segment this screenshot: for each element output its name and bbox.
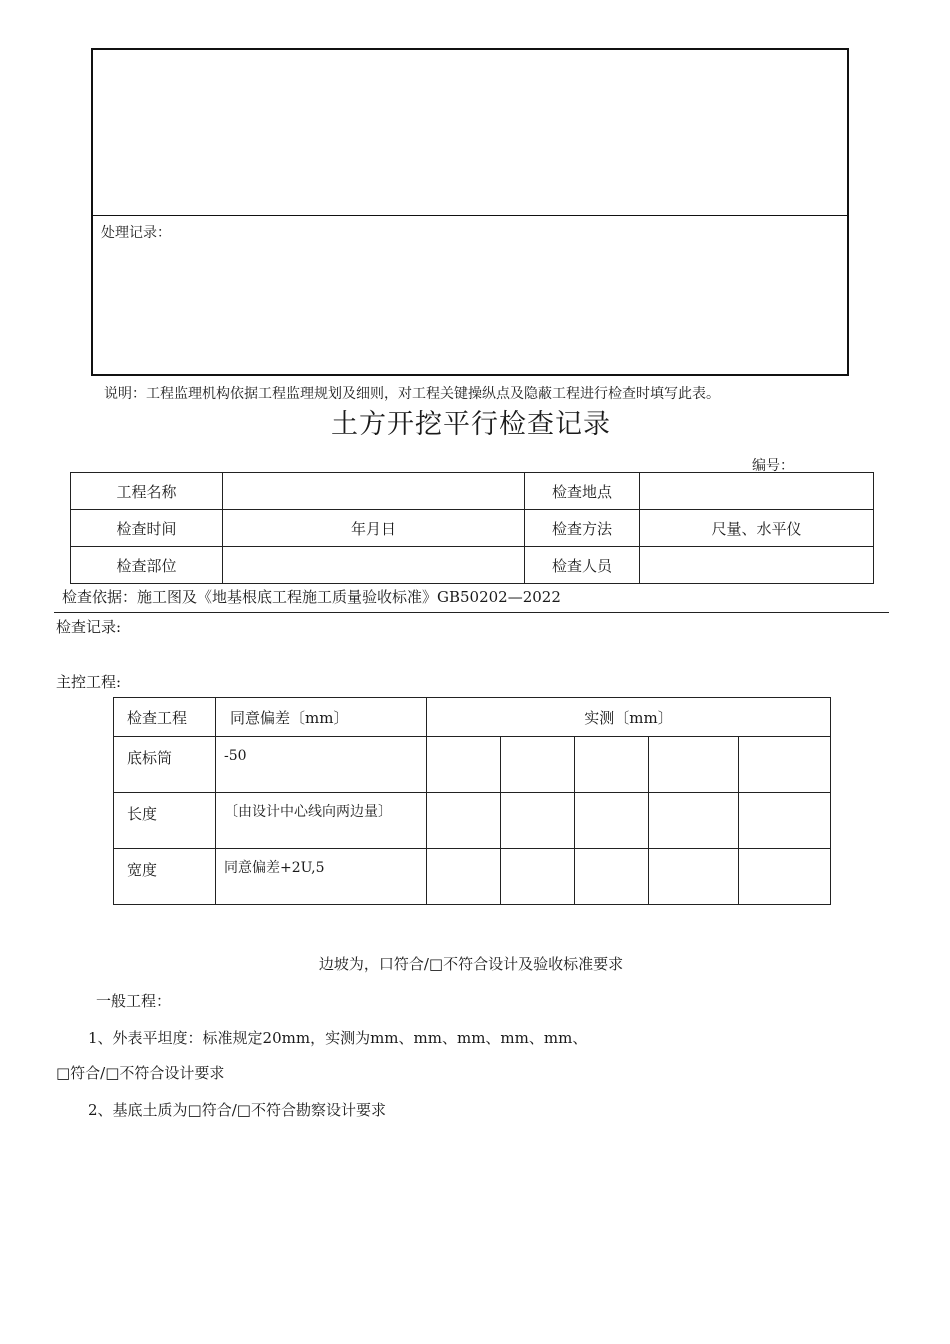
header-tolerance: 同意偏差〔mm〕	[216, 698, 427, 737]
general-item-flatness-result: □符合/□不符合设计要求	[56, 1064, 225, 1082]
page-title: 土方开挖平行检查记录	[331, 409, 611, 440]
general-item-soil-quality: 2、基底土质为□符合/□不符合勘察设计要求	[88, 1101, 386, 1119]
header-item: 检查工程	[114, 698, 216, 737]
horizontal-rule	[54, 612, 889, 613]
table-row	[71, 510, 874, 547]
inspection-part-label: 检查部位	[71, 547, 223, 584]
measured-cell[interactable]	[649, 849, 739, 905]
table-row	[114, 737, 831, 793]
inspection-method-value[interactable]: 尺量、水平仪	[640, 510, 874, 547]
measured-cell[interactable]	[501, 737, 575, 793]
measured-cell[interactable]	[575, 737, 649, 793]
measured-cell[interactable]	[427, 849, 501, 905]
table-row	[114, 793, 831, 849]
measured-cell[interactable]	[427, 737, 501, 793]
row-tolerance: 〔由设计中心线向两边量〕	[216, 793, 427, 849]
inspection-record-label: 检查记录:	[56, 618, 122, 636]
project-name-value[interactable]	[223, 473, 525, 510]
inspection-location-label: 检查地点	[525, 473, 640, 510]
general-items-label: 一般工程：	[96, 992, 172, 1010]
inspection-time-label: 检查时间	[71, 510, 223, 547]
row-item: 宽度	[114, 849, 216, 905]
box-divider	[93, 215, 847, 216]
main-control-table	[113, 697, 831, 905]
inspection-part-value[interactable]	[223, 547, 525, 584]
general-item-flatness: 1、外表平坦度：标准规定20mm，实测为mm、mm、mm、mm、mm、	[88, 1029, 588, 1047]
form-note: 说明：工程监理机构依据工程监理规划及细则，对工程关键操纵点及隐蔽工程进行检查时填写此表。	[104, 386, 720, 402]
measured-cell[interactable]	[427, 793, 501, 849]
inspector-value[interactable]	[640, 547, 874, 584]
measured-cell[interactable]	[739, 737, 831, 793]
row-item: 长度	[114, 793, 216, 849]
inspection-location-value[interactable]	[640, 473, 874, 510]
inspection-time-value[interactable]: 年月日	[223, 510, 525, 547]
measured-cell[interactable]	[575, 793, 649, 849]
measured-cell[interactable]	[501, 849, 575, 905]
header-measured: 实测〔mm〕	[427, 698, 831, 737]
table-row	[114, 849, 831, 905]
table-row	[71, 473, 874, 510]
main-control-label: 主控工程:	[56, 673, 122, 691]
project-name-label: 工程名称	[71, 473, 223, 510]
info-table	[70, 472, 874, 584]
inspection-method-label: 检查方法	[525, 510, 640, 547]
measured-cell[interactable]	[501, 793, 575, 849]
measured-cell[interactable]	[739, 793, 831, 849]
serial-number-label: 编号：	[752, 458, 794, 474]
measured-cell[interactable]	[649, 737, 739, 793]
inspection-basis: 检查依据：施工图及《地基根底工程施工质量验收标准》GB50202—2022	[62, 588, 561, 606]
measured-cell[interactable]	[649, 793, 739, 849]
slope-conformity-text: 边坡为，口符合/□不符合设计及验收标准要求	[318, 955, 624, 973]
measured-cell[interactable]	[739, 849, 831, 905]
inspector-label: 检查人员	[525, 547, 640, 584]
row-tolerance: 同意偏差+2U,5	[216, 849, 427, 905]
process-record-label: 处理记录：	[101, 225, 171, 241]
table-row	[71, 547, 874, 584]
row-item: 底标筒	[114, 737, 216, 793]
table-header-row	[114, 698, 831, 737]
measured-cell[interactable]	[575, 849, 649, 905]
row-tolerance: -50	[216, 737, 427, 793]
top-record-box	[91, 48, 849, 376]
